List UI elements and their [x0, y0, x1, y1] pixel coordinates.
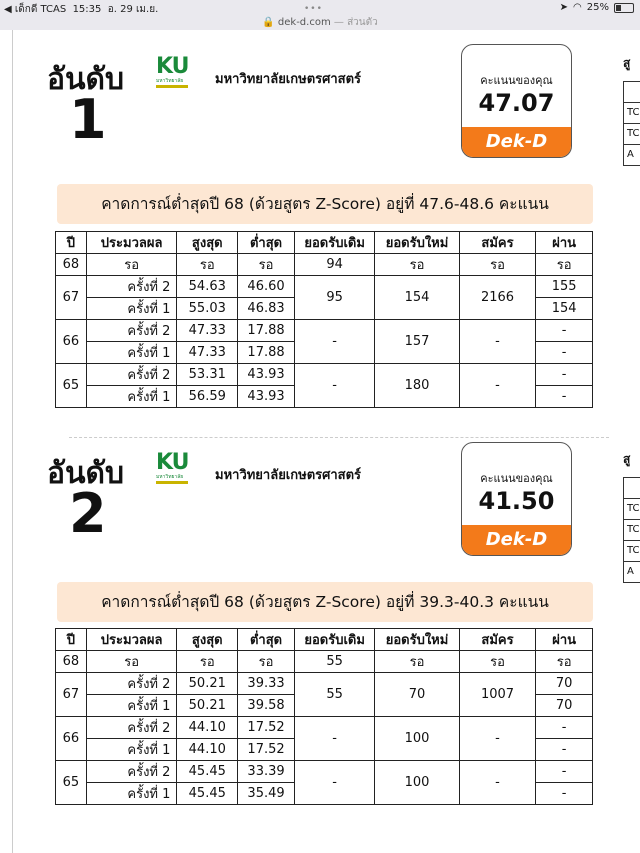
rank-label: อันดับ — [47, 456, 125, 491]
rank-block-1 — [13, 30, 640, 430]
score-value: 41.50 — [478, 487, 555, 515]
ku-logo: KU มหาวิทยาลัย — [156, 452, 188, 484]
table-row: 67 ครั้งที่ 2 54.63 46.60 95 154 2166 155 — [56, 276, 593, 298]
address-bar[interactable] — [0, 15, 640, 30]
university-name: มหาวิทยาลัยเกษตรศาสตร์ — [215, 72, 362, 87]
table-row: 68 รอ รอ รอ 94 รอ รอ รอ — [56, 254, 593, 276]
private-label: — ส่วนตัว — [333, 17, 378, 28]
admission-table — [55, 231, 593, 408]
table-row: 66 ครั้งที่ 2 47.33 17.88 - 157 - - — [56, 320, 593, 342]
table-row: 65 ครั้งที่ 2 45.45 33.39 - 100 - - — [56, 761, 593, 783]
dekd-logo: Dek-D — [462, 127, 571, 157]
rank-block-2 — [13, 428, 640, 828]
university-name: มหาวิทยาลัยเกษตรศาสตร์ — [215, 468, 362, 483]
table-row: ครั้งที่ 1 56.59 43.93 - — [56, 386, 593, 408]
dekd-logo: Dek-D — [462, 525, 571, 555]
multitask-dots-icon[interactable]: ••• — [304, 4, 323, 14]
ku-logo-text: KU — [156, 54, 189, 79]
prediction-banner: คาดการณ์ต่ำสุดปี 68 (ด้วยสูตร Z-Score) อยู่ที่ 39.3-40.3 คะแนน — [57, 582, 593, 622]
table-header-row: ปี ประมวลผล สูงสุด ต่ำสุด ยอดรับเดิม ยอดรับใหม่ สมัคร ผ่าน — [56, 629, 593, 651]
ku-logo: KU มหาวิทยาลัย — [156, 56, 188, 88]
table-header-row: ปี ประมวลผล สูงสุด ต่ำสุด ยอดรับเดิม ยอดรับใหม่ สมัคร ผ่าน — [56, 232, 593, 254]
admission-table — [55, 628, 593, 805]
battery-percent: 25% — [586, 2, 609, 13]
table-row: ครั้งที่ 1 50.21 39.58 70 — [56, 695, 593, 717]
location-icon: ➤ — [559, 2, 569, 13]
table-row: 68 รอ รอ รอ 55 รอ รอ รอ — [56, 651, 593, 673]
score-label: คะแนนของคุณ — [480, 74, 553, 87]
prediction-banner: คาดการณ์ต่ำสุดปี 68 (ด้วยสูตร Z-Score) อยู่ที่ 47.6-48.6 คะแนน — [57, 184, 593, 224]
table-row: 65 ครั้งที่ 2 53.31 43.93 - 180 - - — [56, 364, 593, 386]
wifi-icon: ◠ — [573, 2, 582, 13]
table-row: ครั้งที่ 1 45.45 35.49 - — [56, 783, 593, 805]
table-row: ครั้งที่ 1 44.10 17.52 - — [56, 739, 593, 761]
score-card — [461, 442, 572, 556]
status-bar — [0, 0, 640, 30]
score-value: 47.07 — [478, 89, 555, 117]
lock-icon: 🔒 — [262, 17, 275, 28]
status-date: อ. 29 เม.ย. — [107, 4, 159, 15]
rank-number: 1 — [69, 88, 107, 151]
back-to-app-link[interactable]: ◀ เด็กดี TCAS — [4, 4, 67, 15]
rank-number: 2 — [69, 482, 107, 545]
rank-label: อันดับ — [47, 62, 125, 97]
table-row: ครั้งที่ 1 47.33 17.88 - — [56, 342, 593, 364]
table-row: 67 ครั้งที่ 2 50.21 39.33 55 70 1007 70 — [56, 673, 593, 695]
status-time: 15:35 — [72, 4, 102, 15]
url-text: dek-d.com — [277, 17, 331, 28]
table-row: ครั้งที่ 1 55.03 46.83 154 — [56, 298, 593, 320]
ku-logo-text: KU — [156, 450, 189, 475]
side-table-fragment: สู TC TC TC A — [623, 450, 640, 583]
table-row: 66 ครั้งที่ 2 44.10 17.52 - 100 - - — [56, 717, 593, 739]
battery-icon — [614, 3, 634, 13]
side-table-fragment: สู TC TC A — [623, 54, 640, 166]
page-content — [12, 30, 640, 853]
score-label: คะแนนของคุณ — [480, 472, 553, 485]
score-card — [461, 44, 572, 158]
status-right — [560, 2, 634, 13]
